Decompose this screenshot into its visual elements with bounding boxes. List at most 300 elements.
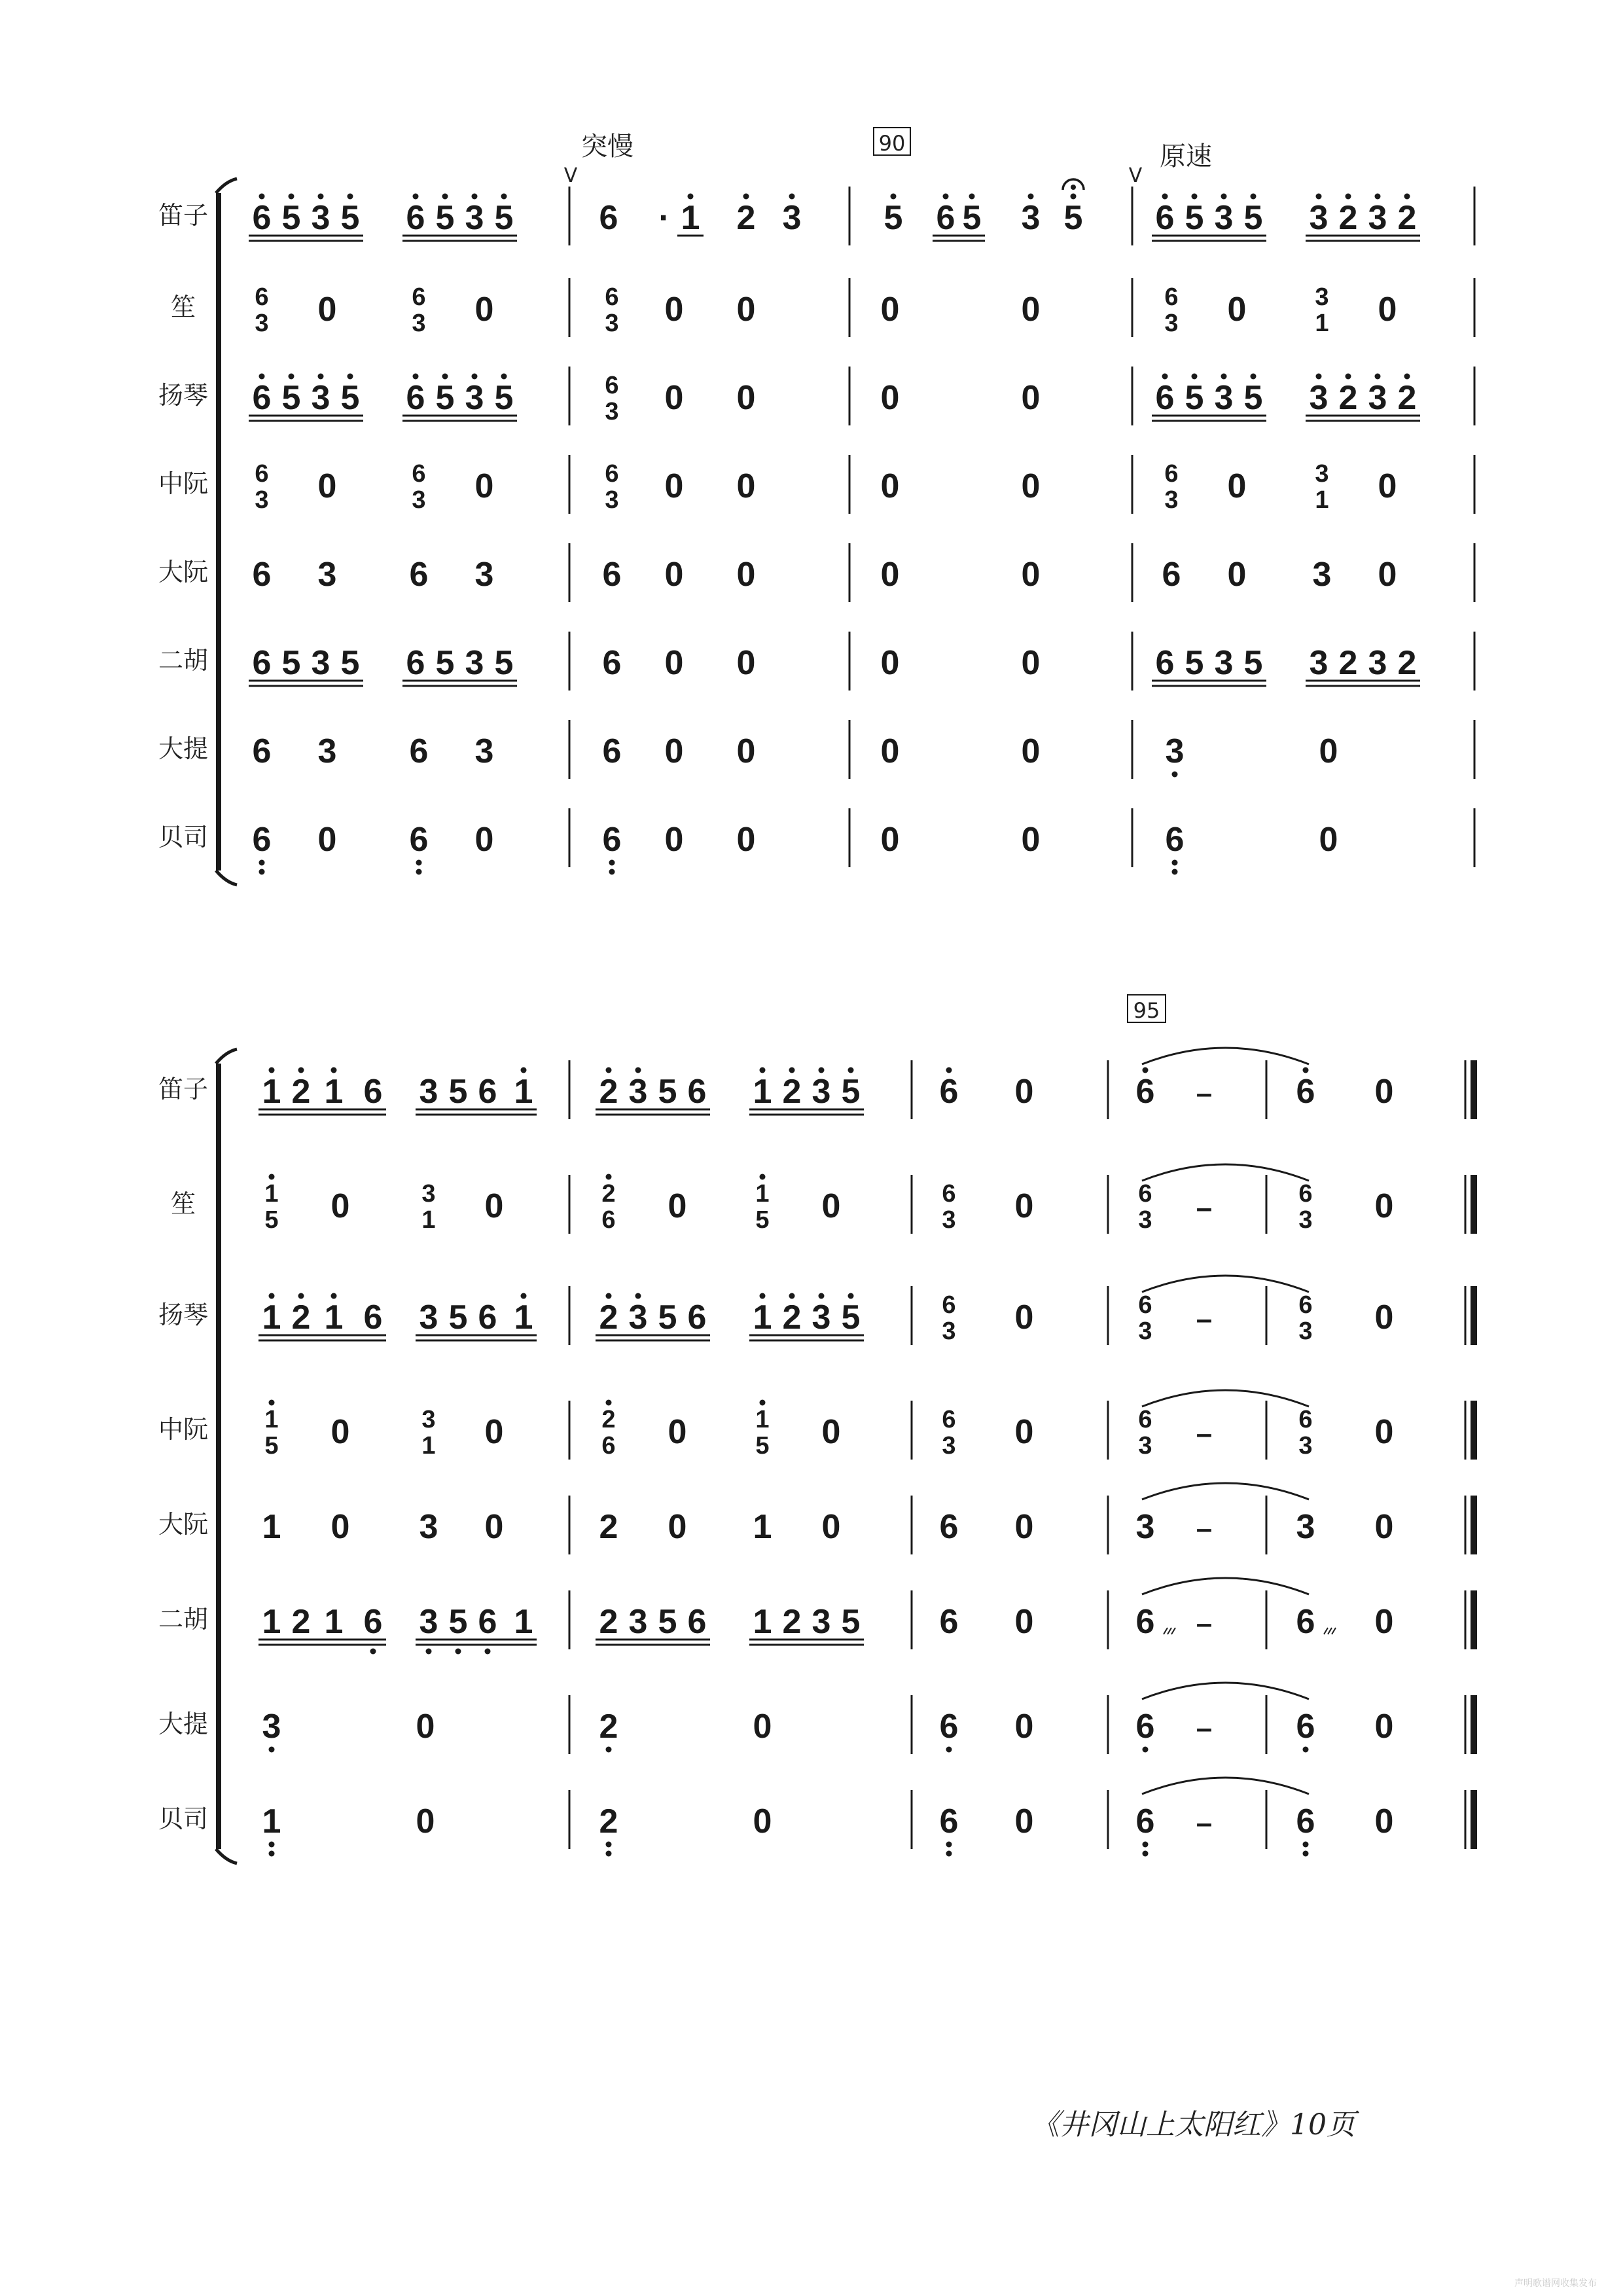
chord-bottom-note: 1 xyxy=(1315,310,1329,337)
chord xyxy=(255,283,268,337)
chord xyxy=(601,1400,615,1460)
chord-bottom-note: 1 xyxy=(421,1206,436,1234)
note-digit: 3 xyxy=(1165,732,1185,770)
octave-dot xyxy=(1316,374,1322,380)
octave-dot xyxy=(946,1851,952,1857)
chord xyxy=(1138,1291,1152,1345)
chord-top-note: 3 xyxy=(1315,460,1329,488)
octave-dot xyxy=(259,194,265,200)
note-digit: 0 xyxy=(1014,1073,1034,1111)
note-digit: 6 xyxy=(406,199,425,237)
chord-bottom-note: 1 xyxy=(421,1432,436,1460)
chord-top-note: 6 xyxy=(942,1406,956,1433)
chord xyxy=(605,460,618,514)
note-digit: 5 xyxy=(658,1073,677,1111)
note-digit: 0 xyxy=(668,1413,687,1451)
note-digit: 0 xyxy=(1021,821,1041,859)
note-digit: 1 xyxy=(324,1603,344,1641)
staff-row xyxy=(158,367,1474,425)
octave-dot xyxy=(743,194,749,200)
note-digit: 3 xyxy=(782,199,802,237)
note-digit: 0 xyxy=(1374,1708,1394,1746)
staff-row xyxy=(158,808,1474,875)
note-digit: 5 xyxy=(658,1299,677,1336)
note-digit: 6 xyxy=(1155,199,1175,237)
note-digit: 0 xyxy=(880,732,900,770)
instrument-label: 中阮 xyxy=(158,1415,209,1444)
octave-dot xyxy=(331,1067,337,1073)
chord-top-note: 2 xyxy=(601,1180,616,1208)
note-digit: 2 xyxy=(291,1299,311,1336)
chord-top-note: 6 xyxy=(1298,1406,1313,1433)
note-digit: 0 xyxy=(484,1508,504,1546)
note-digit: 2 xyxy=(782,1073,802,1111)
note-digit: 1 xyxy=(514,1603,533,1641)
footer-title: 《井冈山上太阳红》10页 xyxy=(1031,2108,1355,2142)
chord xyxy=(755,1400,769,1460)
note-digit: 6 xyxy=(1296,1073,1315,1111)
note-digit: 0 xyxy=(1021,379,1041,417)
chord-top-note: 6 xyxy=(255,283,269,311)
octave-dot xyxy=(269,1747,275,1753)
chord xyxy=(1138,1180,1152,1234)
score-system-2 xyxy=(158,1048,1477,1863)
octave-dot xyxy=(1192,374,1198,380)
note-digit: 0 xyxy=(664,556,684,594)
chord-top-note: 6 xyxy=(412,460,426,488)
chord xyxy=(421,1406,435,1460)
note-digit: 0 xyxy=(1374,1187,1394,1225)
note-digit: 0 xyxy=(880,467,900,505)
hold-dash: – xyxy=(1196,1418,1213,1450)
note-digit: 0 xyxy=(1021,467,1041,505)
note-digit: 3 xyxy=(628,1299,648,1336)
score-system-1 xyxy=(158,179,1474,885)
note-digit: 3 xyxy=(812,1073,831,1111)
octave-dot xyxy=(606,1400,612,1406)
octave-dot xyxy=(501,374,507,380)
octave-dot xyxy=(943,194,949,200)
chord-top-note: 6 xyxy=(605,460,619,488)
chord xyxy=(601,1174,615,1234)
note-digit: 6 xyxy=(1162,556,1181,594)
chord-bottom-note: 5 xyxy=(264,1206,279,1234)
note-digit: 1 xyxy=(262,1299,281,1336)
note-digit: 3 xyxy=(262,1708,281,1746)
note-digit: 0 xyxy=(664,732,684,770)
note-digit: 0 xyxy=(474,467,494,505)
note-digit: 0 xyxy=(1374,1803,1394,1840)
note-digit: 0 xyxy=(1374,1073,1394,1111)
chord-bottom-note: 3 xyxy=(1298,1432,1313,1460)
octave-dot xyxy=(1221,194,1227,200)
chord-bottom-note: 3 xyxy=(1164,486,1179,514)
note-digit: 2 xyxy=(1397,379,1417,417)
note-digit: 3 xyxy=(311,379,330,417)
note-digit: 1 xyxy=(753,1073,772,1111)
chord xyxy=(1164,460,1178,514)
note-digit: 3 xyxy=(1368,379,1387,417)
note-digit: 3 xyxy=(419,1508,438,1546)
note-digit: 0 xyxy=(330,1508,350,1546)
note-digit: 1 xyxy=(262,1073,281,1111)
octave-dot xyxy=(1172,860,1178,866)
octave-dot xyxy=(413,374,419,380)
note-digit: 0 xyxy=(1227,556,1247,594)
octave-dot xyxy=(1172,772,1178,778)
octave-dot xyxy=(485,1649,491,1655)
note-digit: 6 xyxy=(1155,379,1175,417)
octave-dot xyxy=(606,1842,612,1848)
note-digit: 5 xyxy=(340,644,360,682)
octave-dot xyxy=(472,194,478,200)
chord-bottom-note: 5 xyxy=(755,1206,770,1234)
note-digit: 6 xyxy=(1296,1603,1315,1641)
tempo-slow-mark: 突慢 xyxy=(581,132,633,162)
octave-dot xyxy=(1143,1067,1149,1073)
note-digit: 0 xyxy=(1319,821,1338,859)
chord-top-note: 6 xyxy=(255,460,269,488)
chord-top-note: 6 xyxy=(605,283,619,311)
note-digit: 0 xyxy=(736,821,756,859)
note-digit: 0 xyxy=(1021,644,1041,682)
octave-dot xyxy=(789,1067,795,1073)
octave-dot xyxy=(318,194,324,200)
note-digit: 6 xyxy=(1296,1708,1315,1746)
octave-dot xyxy=(635,1293,641,1299)
chord-bottom-note: 3 xyxy=(255,486,269,514)
note-digit: 0 xyxy=(474,821,494,859)
note-digit: 5 xyxy=(340,379,360,417)
note-digit: 3 xyxy=(311,644,330,682)
note-digit: 3 xyxy=(1309,199,1329,237)
final-barline xyxy=(1471,1790,1477,1849)
chord-top-note: 3 xyxy=(1315,283,1329,311)
note-digit: 0 xyxy=(664,821,684,859)
octave-dot xyxy=(760,1067,766,1073)
octave-dot xyxy=(606,1851,612,1857)
note-digit: 6 xyxy=(252,379,272,417)
octave-dot xyxy=(760,1174,766,1180)
note-digit: 5 xyxy=(281,644,301,682)
octave-dot xyxy=(1404,194,1410,200)
octave-dot xyxy=(1404,374,1410,380)
octave-dot xyxy=(1192,194,1198,200)
octave-dot xyxy=(269,1174,275,1180)
instrument-label: 贝司 xyxy=(158,1804,209,1833)
note-digit: 3 xyxy=(812,1603,831,1641)
note-digit: 2 xyxy=(1338,199,1358,237)
chord xyxy=(755,1174,769,1234)
chord-top-note: 6 xyxy=(1138,1406,1152,1433)
bracket-hook-top xyxy=(216,1049,237,1064)
octave-dot xyxy=(606,1174,612,1180)
note-digit: 0 xyxy=(753,1708,772,1746)
chord-top-note: 1 xyxy=(755,1180,770,1208)
note-digit: 5 xyxy=(658,1603,677,1641)
octave-dot xyxy=(946,1842,952,1848)
note-digit: 5 xyxy=(448,1603,468,1641)
octave-dot xyxy=(370,1649,376,1655)
note-digit: 6 xyxy=(1165,821,1185,859)
tremolo-mark xyxy=(1332,1628,1336,1634)
note-digit: 1 xyxy=(681,199,700,237)
note-digit: 0 xyxy=(736,379,756,417)
note-digit: 6 xyxy=(1296,1803,1315,1840)
note-digit: 6 xyxy=(939,1073,959,1111)
note-digit: 6 xyxy=(602,556,622,594)
note-digit: 2 xyxy=(599,1708,618,1746)
chord xyxy=(942,1180,955,1234)
note-digit: 6 xyxy=(936,199,955,237)
octave-dot xyxy=(331,1293,337,1299)
note-digit: 0 xyxy=(668,1187,687,1225)
note-digit: 0 xyxy=(664,644,684,682)
note-digit: 0 xyxy=(880,291,900,329)
note-digit: 1 xyxy=(514,1299,533,1336)
note-digit: 6 xyxy=(602,732,622,770)
staff-row xyxy=(158,1390,1477,1460)
note-digit: 3 xyxy=(474,732,494,770)
instrument-label: 扬琴 xyxy=(158,381,209,410)
note-digit: 5 xyxy=(448,1299,468,1336)
tie-arc xyxy=(1142,1578,1309,1594)
tremolo-mark xyxy=(1168,1628,1171,1634)
note-digit: 0 xyxy=(736,732,756,770)
octave-dot xyxy=(1251,374,1257,380)
octave-dot xyxy=(609,869,615,875)
note-digit: 0 xyxy=(1374,1508,1394,1546)
note-digit: 6 xyxy=(252,821,272,859)
note-digit: 3 xyxy=(1368,199,1387,237)
octave-dot xyxy=(269,1842,275,1848)
note-digit: 0 xyxy=(1014,1413,1034,1451)
staff-row xyxy=(158,1048,1477,1119)
note-digit: 6 xyxy=(478,1299,497,1336)
chord-bottom-note: 3 xyxy=(942,1432,956,1460)
chord-bottom-note: 3 xyxy=(1298,1318,1313,1345)
chord-bottom-note: 6 xyxy=(601,1432,616,1460)
note-digit: 6 xyxy=(687,1073,707,1111)
instrument-label: 大阮 xyxy=(158,1510,209,1539)
note-digit: 0 xyxy=(821,1413,841,1451)
chord-top-note: 6 xyxy=(1298,1180,1313,1208)
chord-top-note: 6 xyxy=(412,283,426,311)
octave-dot xyxy=(1303,1851,1309,1857)
instrument-label: 笛子 xyxy=(158,201,209,230)
note-digit: 0 xyxy=(1021,291,1041,329)
note-digit: 1 xyxy=(324,1073,344,1111)
note-digit: 0 xyxy=(664,467,684,505)
chord xyxy=(605,372,618,425)
note-digit: 6 xyxy=(1135,1803,1155,1840)
octave-dot xyxy=(416,860,422,866)
octave-dot xyxy=(455,1649,461,1655)
note-digit: 2 xyxy=(1338,379,1358,417)
note-digit: 5 xyxy=(883,199,903,237)
tremolo-mark xyxy=(1328,1628,1332,1634)
chord-bottom-note: 3 xyxy=(1138,1432,1152,1460)
final-barline xyxy=(1471,1695,1477,1754)
rehearsal-number-90: 90 xyxy=(878,131,906,156)
staff-row xyxy=(158,632,1474,691)
octave-dot xyxy=(318,374,324,380)
chord xyxy=(255,460,268,514)
breath-mark: V xyxy=(563,164,578,187)
staff-row xyxy=(171,278,1474,337)
chord-bottom-note: 1 xyxy=(1315,486,1329,514)
note-digit: 2 xyxy=(782,1603,802,1641)
final-barline xyxy=(1471,1175,1477,1234)
note-digit: 0 xyxy=(1374,1603,1394,1641)
note-digit: 2 xyxy=(782,1299,802,1336)
note-digit: 3 xyxy=(1309,379,1329,417)
hold-dash: – xyxy=(1196,1303,1213,1335)
instrument-label: 大提 xyxy=(158,734,209,763)
octave-dot xyxy=(1346,194,1351,200)
chord-top-note: 3 xyxy=(421,1180,436,1208)
chord-top-note: 6 xyxy=(1164,283,1179,311)
note-digit: 0 xyxy=(1014,1708,1034,1746)
note-digit: 2 xyxy=(599,1803,618,1840)
chord-bottom-note: 3 xyxy=(412,486,426,514)
final-barline xyxy=(1471,1590,1477,1649)
hold-dash: – xyxy=(1196,1712,1213,1744)
note-digit: 5 xyxy=(841,1299,861,1336)
octave-dot xyxy=(1375,194,1381,200)
note-digit: 6 xyxy=(363,1073,383,1111)
note-digit: 6 xyxy=(363,1299,383,1336)
note-digit: 0 xyxy=(821,1187,841,1225)
chord-top-note: 6 xyxy=(1138,1180,1152,1208)
note-digit: 6 xyxy=(599,199,618,237)
note-digit: 3 xyxy=(812,1299,831,1336)
note-digit: 3 xyxy=(628,1603,648,1641)
note-digit: 0 xyxy=(330,1413,350,1451)
note-digit: 5 xyxy=(435,379,455,417)
hold-dash: – xyxy=(1196,1192,1213,1224)
note-digit: 3 xyxy=(474,556,494,594)
octave-dot xyxy=(259,374,265,380)
note-digit: 2 xyxy=(291,1603,311,1641)
note-digit: 0 xyxy=(1319,732,1338,770)
system-bracket xyxy=(216,193,221,870)
note-digit: 6 xyxy=(939,1803,959,1840)
note-digit: 3 xyxy=(1309,644,1329,682)
octave-dot xyxy=(946,1067,952,1073)
octave-dot xyxy=(609,860,615,866)
note-digit: 5 xyxy=(435,644,455,682)
note-digit: 0 xyxy=(1378,467,1397,505)
chord-top-note: 6 xyxy=(605,372,619,399)
chord xyxy=(942,1406,955,1460)
octave-dot xyxy=(289,194,294,200)
note-digit: 3 xyxy=(1135,1508,1155,1546)
note-digit: 0 xyxy=(1227,467,1247,505)
tie-arc xyxy=(1142,1390,1309,1407)
octave-dot xyxy=(969,194,975,200)
instrument-label: 笙 xyxy=(170,1189,196,1218)
note-digit: 6 xyxy=(939,1708,959,1746)
chord-bottom-note: 3 xyxy=(605,486,619,514)
note-digit: 6 xyxy=(252,556,272,594)
chord xyxy=(1298,1291,1312,1345)
chord-bottom-note: 3 xyxy=(605,398,619,425)
instrument-label: 中阮 xyxy=(158,469,209,498)
chord-top-note: 1 xyxy=(264,1180,279,1208)
octave-dot xyxy=(606,1067,612,1073)
hold-dash: – xyxy=(1196,1807,1213,1839)
octave-dot xyxy=(760,1293,766,1299)
note-digit: 0 xyxy=(1227,291,1247,329)
note-digit: 2 xyxy=(1397,199,1417,237)
octave-dot xyxy=(269,1400,275,1406)
chord xyxy=(412,283,425,337)
instrument-label: 大阮 xyxy=(158,558,209,586)
octave-dot xyxy=(521,1067,527,1073)
octave-dot xyxy=(1172,869,1178,875)
note-digit: 3 xyxy=(465,199,484,237)
note-digit: 6 xyxy=(252,732,272,770)
hold-dash: – xyxy=(1196,1513,1213,1545)
chord-bottom-note: 3 xyxy=(1298,1206,1313,1234)
note-digit: 3 xyxy=(628,1073,648,1111)
note-digit: 3 xyxy=(1021,199,1041,237)
chord-top-note: 6 xyxy=(1298,1291,1313,1319)
chord-bottom-note: 3 xyxy=(1164,310,1179,337)
note-digit: 5 xyxy=(1243,644,1263,682)
chord xyxy=(264,1400,278,1460)
octave-dot xyxy=(348,374,353,380)
staff-row xyxy=(158,1578,1477,1655)
octave-dot xyxy=(1143,1747,1149,1753)
staff-row xyxy=(158,720,1474,779)
chord xyxy=(1298,1180,1312,1234)
chord-bottom-note: 3 xyxy=(605,310,619,337)
octave-dot xyxy=(848,1293,854,1299)
instrument-label: 大提 xyxy=(158,1710,209,1738)
note-digit: 6 xyxy=(252,199,272,237)
note-digit: 0 xyxy=(736,556,756,594)
note-digit: 2 xyxy=(1338,644,1358,682)
staff-row xyxy=(171,1164,1477,1234)
note-digit: 1 xyxy=(262,1803,281,1840)
note-digit: 3 xyxy=(1368,644,1387,682)
note-digit: 0 xyxy=(484,1413,504,1451)
chord-top-note: 1 xyxy=(264,1406,279,1433)
note-digit: 5 xyxy=(494,644,514,682)
note-digit: 6 xyxy=(406,644,425,682)
note-digit: 0 xyxy=(664,291,684,329)
chord-top-note: 6 xyxy=(942,1180,956,1208)
staff-row xyxy=(158,1483,1477,1554)
chord-bottom-note: 3 xyxy=(255,310,269,337)
octave-dot xyxy=(521,1293,527,1299)
chord xyxy=(1315,283,1329,337)
note-digit: 6 xyxy=(409,821,429,859)
note-digit: 1 xyxy=(324,1299,344,1336)
octave-dot xyxy=(891,194,897,200)
note-digit: 0 xyxy=(1021,732,1041,770)
chord xyxy=(264,1174,278,1234)
instrument-label: 贝司 xyxy=(158,823,209,852)
note-digit: 3 xyxy=(1214,644,1234,682)
note-digit: 6 xyxy=(602,644,622,682)
note-digit: 0 xyxy=(736,644,756,682)
chord xyxy=(1315,460,1329,514)
tie-arc xyxy=(1142,1483,1309,1499)
note-digit: 0 xyxy=(664,379,684,417)
